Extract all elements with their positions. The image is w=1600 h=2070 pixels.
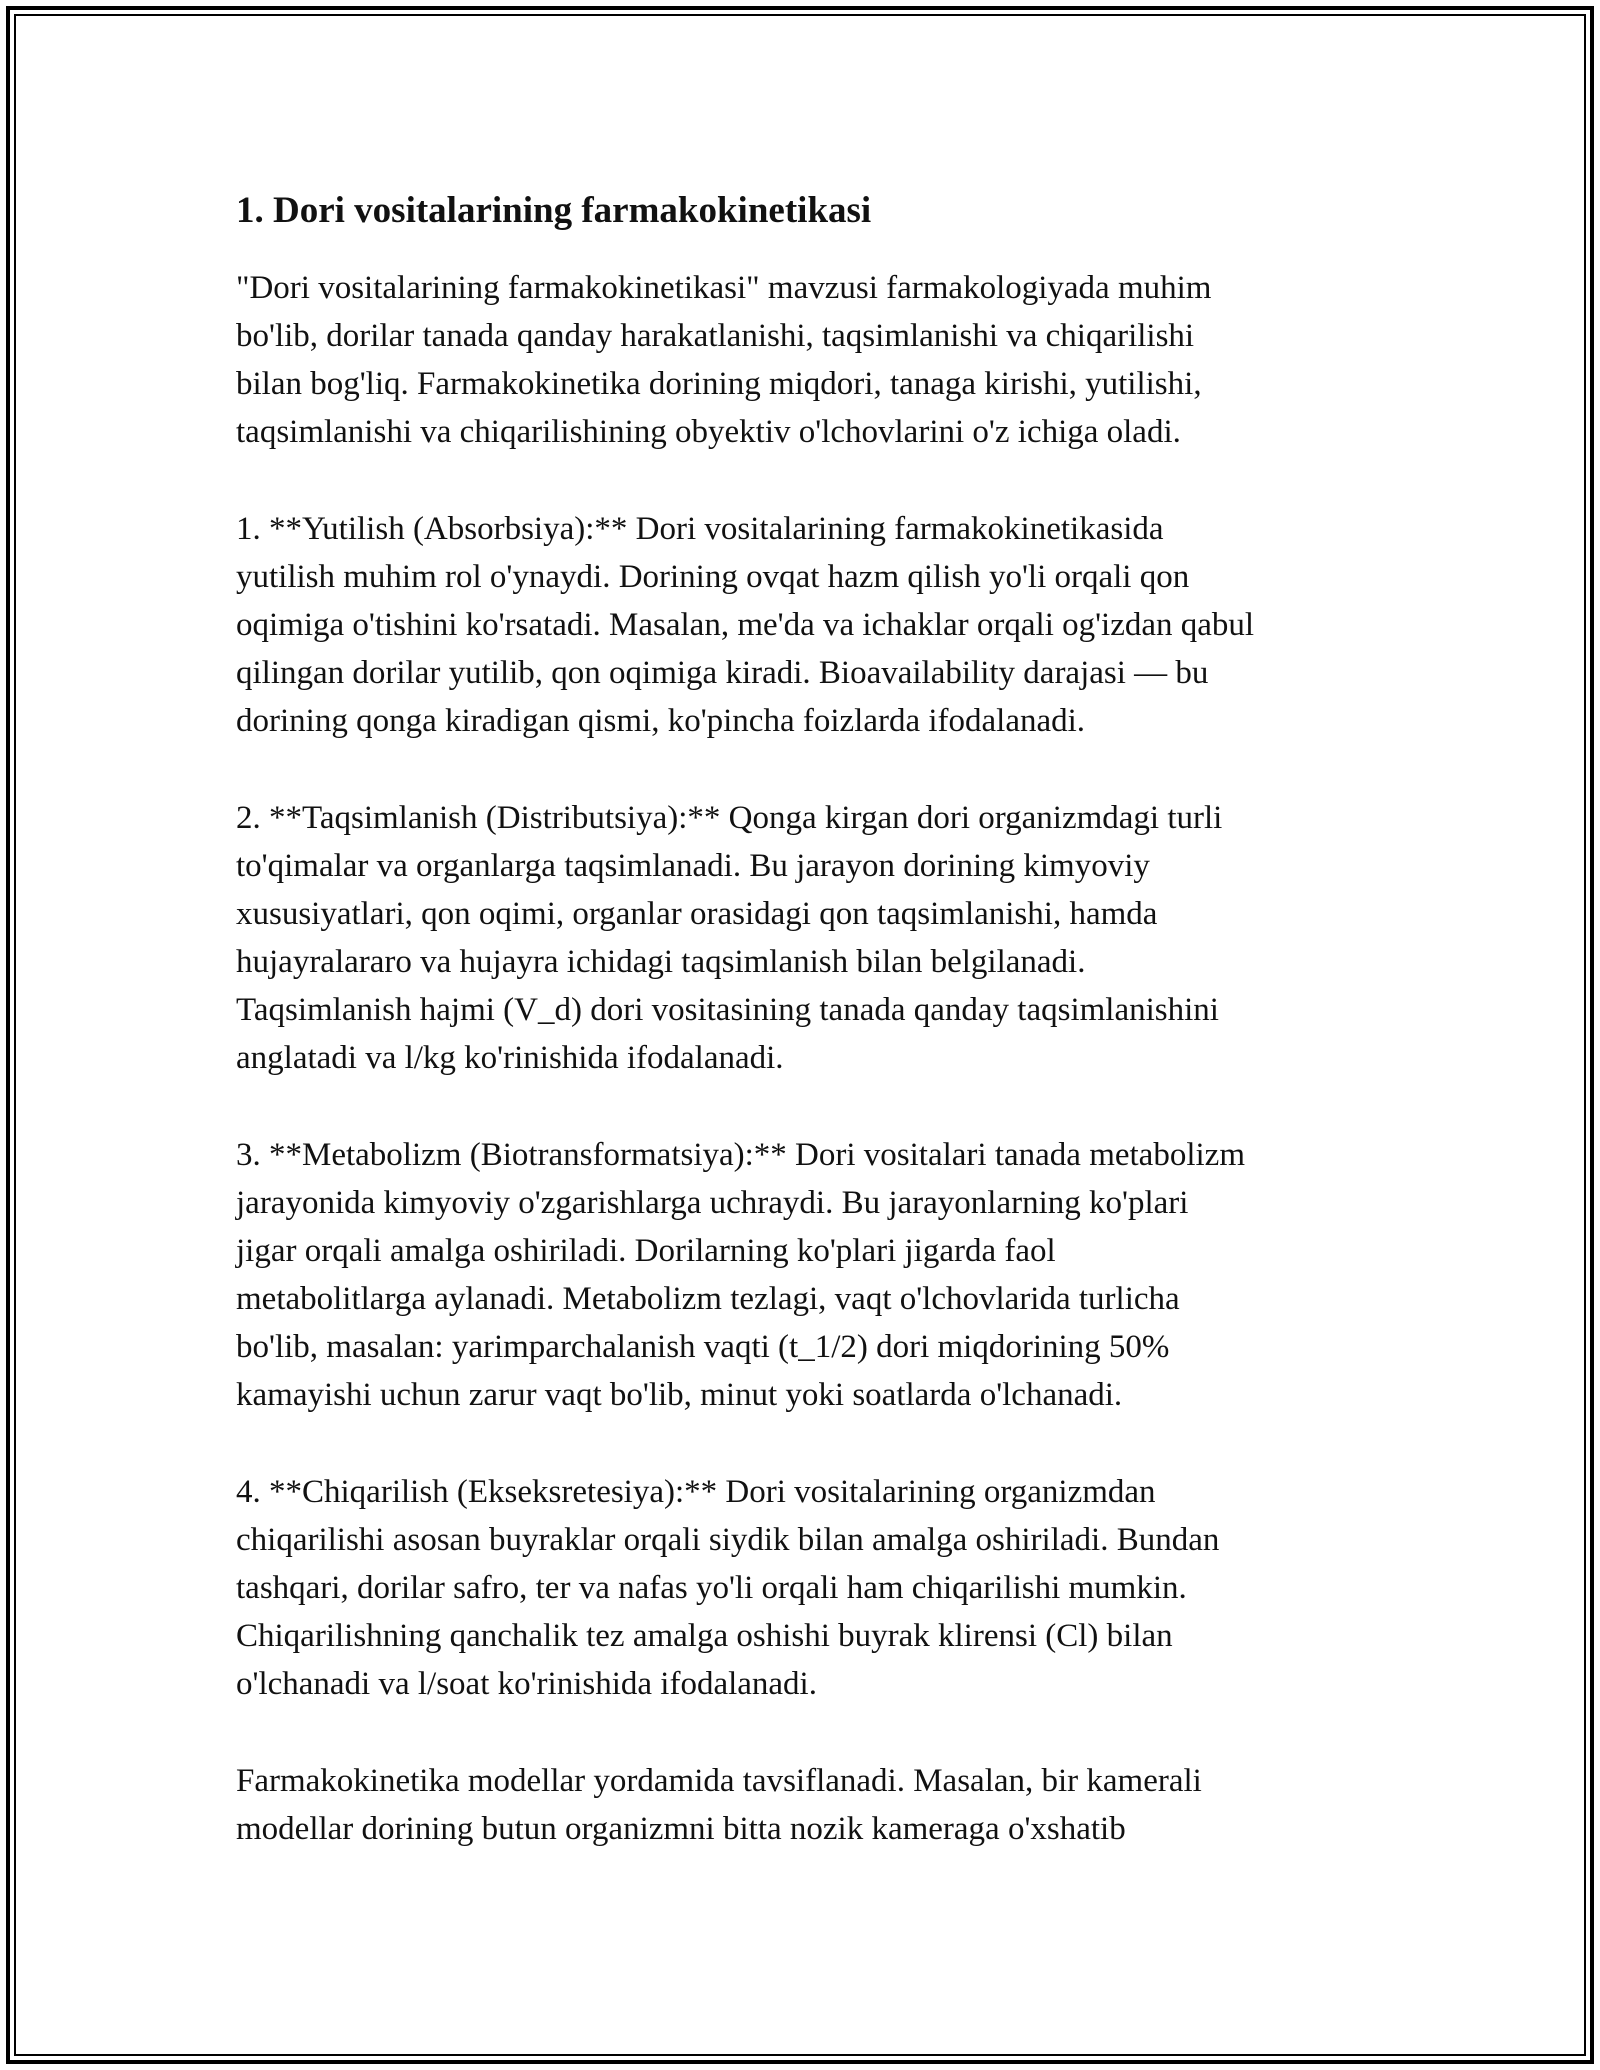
paragraph-line: "Dori vositalarining farmakokinetikasi" mavzusi farmakologiyada muhim xyxy=(236,270,1212,306)
paragraph-line: qilingan dorilar yutilib, qon oqimiga kiradi. Bioavailability darajasi — bu xyxy=(236,655,1209,691)
paragraph-line: tashqari, dorilar safro, ter va nafas yo'li orqali ham chiqarilishi mumkin. xyxy=(236,1570,1187,1606)
paragraph-line: to'qimalar va organlarga taqsimlanadi. Bu jarayon dorining kimyoviy xyxy=(236,848,1150,884)
document-title: 1. Dori vositalarining farmakokinetikasi xyxy=(236,190,872,231)
paragraph-line: metabolitlarga aylanadi. Metabolizm tezlagi, vaqt o'lchovlarida turlicha xyxy=(236,1281,1180,1317)
paragraph-line: Taqsimlanish hajmi (V_d) dori vositasining tanada qanday taqsimlanishini xyxy=(236,992,1219,1028)
paragraph-line: 3. **Metabolizm (Biotransformatsiya):** Dori vositalari tanada metabolizm xyxy=(236,1137,1245,1173)
paragraph-line: hujayralararo va hujayra ichidagi taqsimlanish bilan belgilanadi. xyxy=(236,944,1086,980)
paragraph-line: bilan bog'liq. Farmakokinetika dorining miqdori, tanaga kirishi, yutilishi, xyxy=(236,366,1202,402)
paragraph-line: oqimiga o'tishini ko'rsatadi. Masalan, me'da va ichaklar orqali og'izdan qabul xyxy=(236,607,1255,643)
distribution-paragraph xyxy=(236,794,1396,1082)
absorption-paragraph xyxy=(236,505,1396,745)
paragraph-line: 4. **Chiqarilish (Ekseksretesiya):** Dori vositalarining organizmdan xyxy=(236,1474,1156,1510)
intro-paragraph xyxy=(236,264,1396,456)
models-paragraph xyxy=(236,1757,1396,1853)
paragraph-line: Farmakokinetika modellar yordamida tavsiflanadi. Masalan, bir kamerali xyxy=(236,1763,1202,1799)
paragraph-line: bo'lib, masalan: yarimparchalanish vaqti (t_1/2) dori miqdorining 50% xyxy=(236,1329,1170,1365)
paragraph-line: 2. **Taqsimlanish (Distributsiya):** Qonga kirgan dori organizmdagi turli xyxy=(236,800,1223,836)
paragraph-line: jigar orqali amalga oshiriladi. Dorilarning ko'plari jigarda faol xyxy=(236,1233,1056,1269)
paragraph-line: modellar dorining butun organizmni bitta nozik kameraga o'xshatib xyxy=(236,1811,1126,1847)
paragraph-line: dorining qonga kiradigan qismi, ko'pincha foizlarda ifodalanadi. xyxy=(236,703,1086,739)
paragraph-line: taqsimlanishi va chiqarilishining obyektiv o'lchovlarini o'z ichiga oladi. xyxy=(236,414,1181,450)
document-page xyxy=(236,186,1396,1902)
excretion-paragraph xyxy=(236,1468,1396,1708)
metabolism-paragraph xyxy=(236,1131,1396,1419)
paragraph-line: Chiqarilishning qanchalik tez amalga oshishi buyrak klirensi (Cl) bilan xyxy=(236,1618,1173,1654)
paragraph-line: 1. **Yutilish (Absorbsiya):** Dori vositalarining farmakokinetikasida xyxy=(236,511,1164,547)
paragraph-line: kamayishi uchun zarur vaqt bo'lib, minut yoki soatlarda o'lchanadi. xyxy=(236,1377,1123,1413)
paragraph-line: jarayonida kimyoviy o'zgarishlarga uchraydi. Bu jarayonlarning ko'plari xyxy=(236,1185,1189,1221)
paragraph-line: anglatadi va l/kg ko'rinishida ifodalanadi. xyxy=(236,1040,784,1076)
paragraph-line: yutilish muhim rol o'ynaydi. Dorining ovqat hazm qilish yo'li orqali qon xyxy=(236,559,1190,595)
paragraph-line: chiqarilishi asosan buyraklar orqali siydik bilan amalga oshiriladi. Bundan xyxy=(236,1522,1220,1558)
paragraph-line: bo'lib, dorilar tanada qanday harakatlanishi, taqsimlanishi va chiqarilishi xyxy=(236,318,1195,354)
paragraph-line: o'lchanadi va l/soat ko'rinishida ifodalanadi. xyxy=(236,1666,817,1702)
paragraph-line: xususiyatlari, qon oqimi, organlar orasidagi qon taqsimlanishi, hamda xyxy=(236,896,1158,932)
